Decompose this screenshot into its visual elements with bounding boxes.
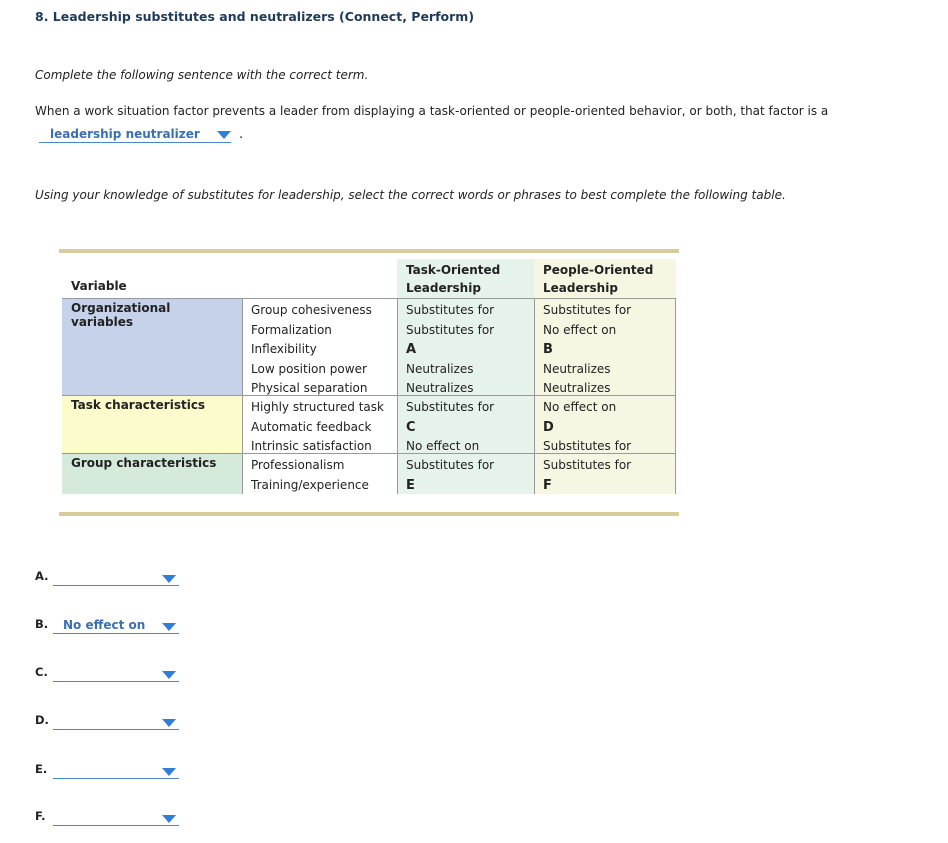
- people-group: [534, 453, 676, 494]
- item: Automatic feedback: [251, 419, 372, 434]
- item: Group cohesiveness: [251, 303, 372, 317]
- header-task-oriented: [397, 259, 534, 298]
- task-value: Neutralizes: [406, 381, 474, 395]
- people-value: Neutralizes: [543, 381, 611, 395]
- answer-label-f: F.: [35, 809, 46, 823]
- answer-label-a: A.: [35, 569, 49, 583]
- blank-marker-e: E: [406, 477, 415, 493]
- item: Inflexibility: [251, 342, 317, 356]
- sentence-answer-value: leadership neutralizer: [50, 127, 200, 141]
- header-people-line1: People-Oriented: [543, 263, 654, 277]
- item: Highly structured task: [251, 400, 384, 414]
- task-task-characteristics: [397, 395, 534, 453]
- people-task-characteristics: [534, 395, 676, 453]
- items-task: [242, 395, 397, 453]
- answer-label-d: D.: [35, 713, 49, 727]
- sentence-text: When a work situation factor prevents a leader from displaying a task-oriented or people-oriented behavior, or both, that factor is a: [35, 104, 829, 118]
- dropdown-caret-icon: [162, 768, 176, 776]
- answer-dropdown-b[interactable]: [53, 617, 179, 634]
- item: Physical separation: [251, 381, 368, 395]
- answer-dropdown-c[interactable]: [53, 665, 179, 682]
- table-instruction: Using your knowledge of substitutes for leadership, select the correct words or phrases to best complete the following table.: [35, 188, 786, 202]
- people-organizational: [534, 298, 676, 395]
- header-task-line2: Leadership: [406, 281, 481, 295]
- table-bottom-rule: [59, 512, 679, 516]
- dropdown-caret-icon: [217, 131, 231, 139]
- items-group: [242, 453, 397, 494]
- task-value: No effect on: [406, 439, 480, 453]
- question-title: 8. Leadership substitutes and neutralizers (Connect, Perform): [35, 9, 475, 24]
- answer-dropdown-a[interactable]: [53, 569, 179, 586]
- dropdown-caret-icon: [162, 575, 176, 583]
- item: Intrinsic satisfaction: [251, 439, 372, 453]
- header-task-line1: Task-Oriented: [406, 263, 501, 277]
- blank-marker-d: D: [543, 419, 554, 435]
- blank-marker-b: B: [543, 342, 553, 357]
- answer-label-c: C.: [35, 665, 48, 679]
- substitutes-table: [62, 259, 676, 494]
- blank-marker-a: A: [406, 342, 417, 357]
- sentence-period: .: [239, 127, 244, 142]
- task-group: [397, 453, 534, 494]
- task-organizational: [397, 298, 534, 395]
- blank-marker-f: F: [543, 477, 552, 493]
- item: Formalization: [251, 322, 332, 337]
- people-value: No effect on: [543, 400, 617, 414]
- items-organizational: [242, 298, 397, 395]
- answer-value-b: No effect on: [63, 618, 146, 632]
- item: Professionalism: [251, 458, 345, 472]
- people-value: No effect on: [543, 322, 617, 337]
- answer-dropdown-e[interactable]: [53, 762, 179, 779]
- sentence-answer-dropdown[interactable]: [39, 126, 231, 143]
- task-value: Neutralizes: [406, 361, 474, 376]
- header-people-oriented: [534, 259, 676, 298]
- task-value: Substitutes for: [406, 458, 495, 472]
- item: Training/experience: [251, 477, 369, 492]
- header-people-line2: Leadership: [543, 281, 618, 295]
- people-value: Substitutes for: [543, 303, 632, 317]
- answer-label-e: E.: [35, 762, 48, 776]
- table-top-rule: [59, 249, 679, 253]
- category-group: Group characteristics: [62, 453, 242, 494]
- answer-dropdown-f[interactable]: [53, 809, 179, 826]
- dropdown-caret-icon: [162, 815, 176, 823]
- dropdown-caret-icon: [162, 719, 176, 727]
- people-value: Neutralizes: [543, 361, 611, 376]
- people-value: Substitutes for: [543, 458, 632, 472]
- sentence-instruction: Complete the following sentence with the correct term.: [35, 68, 369, 82]
- task-value: Substitutes for: [406, 400, 495, 414]
- answer-label-b: B.: [35, 617, 49, 631]
- blank-marker-c: C: [406, 419, 416, 435]
- dropdown-caret-icon: [162, 671, 176, 679]
- item: Low position power: [251, 361, 367, 376]
- category-task: Task characteristics: [62, 395, 242, 453]
- people-value: Substitutes for: [543, 439, 632, 453]
- answer-dropdown-d[interactable]: [53, 713, 179, 730]
- header-variable: Variable: [71, 279, 127, 293]
- category-organizational: Organizational variables: [62, 298, 242, 395]
- task-value: Substitutes for: [406, 322, 495, 337]
- dropdown-caret-icon: [162, 623, 176, 631]
- task-value: Substitutes for: [406, 303, 495, 317]
